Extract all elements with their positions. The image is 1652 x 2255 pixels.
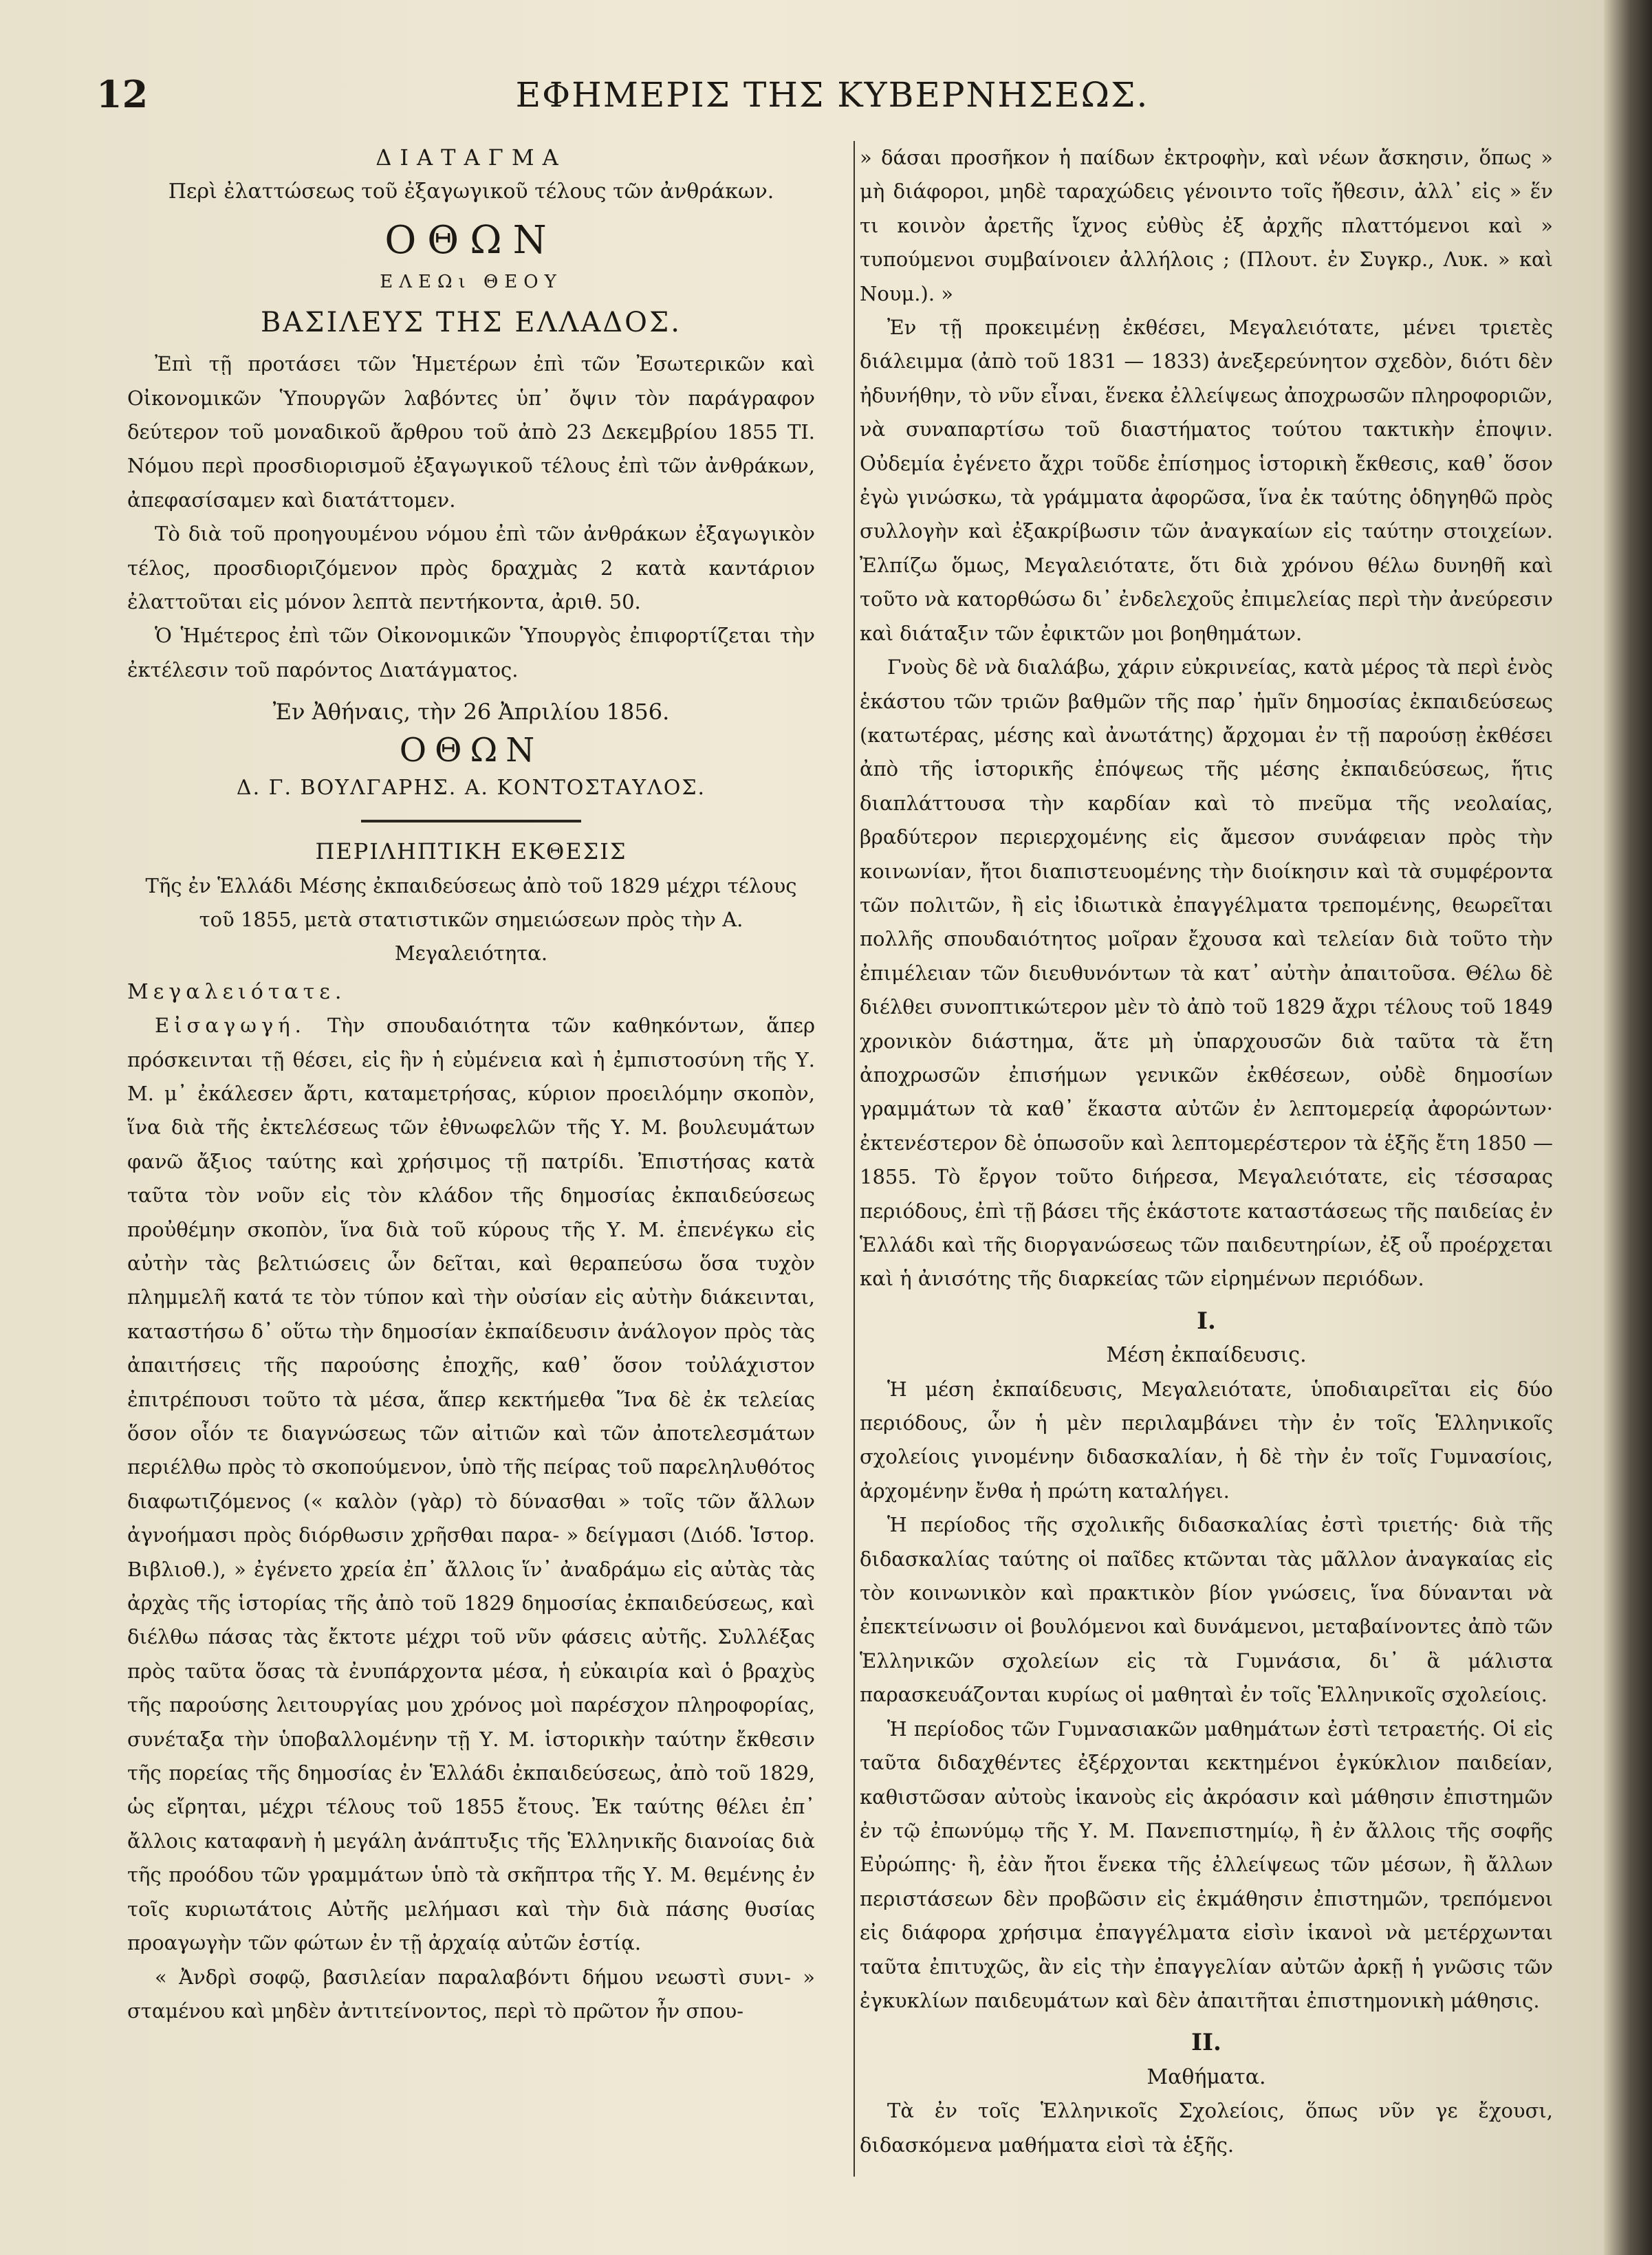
intro-label: Εἰσαγωγή. <box>155 1014 306 1038</box>
decree-paragraph: Ὁ Ἡμέτερος ἐπὶ τῶν Οἰκονομικῶν Ὑπουργὸς ἐπιφορτίζεται τὴν ἐκτέλεσιν τοῦ παρόντος Διατάγματος. <box>127 624 815 682</box>
gazette-title: ΕΦΗΜΕΡΙΣ ΤΗΣ ΚΥΒΕΡΝΗΣΕΩΣ. <box>515 75 1149 115</box>
page-number: 12 <box>96 72 149 116</box>
king-title: ΒΑΣΙΛΕΥΣ ΤΗΣ ΕΛΛΑΔΟΣ. <box>261 307 682 339</box>
column-rule <box>854 141 855 2177</box>
section-2-number: II. <box>1191 2029 1221 2057</box>
page-header <box>96 65 1568 127</box>
intro-text: Τὴν σπουδαιότητα τῶν καθηκόντων, ἅπερ πρόσκεινται τῇ θέσει, εἰς ἣν ἡ εὐμένεια καὶ ἡ ἐμπιστοσύνη τῆς Υ. Μ. μ᾽ ἐκάλεσεν ἄρτι, καταμετρήσας, κύριον προειλόμην σκοπὸν, ἵνα διὰ τῆς ἐκτελέσεως τῶν ἐθνωφελῶν τῆς Υ. Μ. βουλευμάτων φανῶ ἄξιος ταύτης καὶ χρήσιμος τῇ πατρίδι. Ἐπιστήσας κατὰ ταῦτα τὸν νοῦν εἰς τὸν κλάδον τῆς δημοσίας ἐκπαιδεύσεως προὐθέμην σκοπὸν, ἵνα διὰ τοῦ κύρους τῆς Υ. Μ. ἐπενέγκω εἰς αὐτὴν τὰς βελτιώσεις ὧν δεῖται, καὶ θεραπεύσω ὅσα τυχὸν πλημμελῆ κατά τε τὸν τύπον καὶ τὴν οὐσίαν εἰς αὐτὴν διάκεινται, καταστήσω δ᾽ οὕτω τὴν δημοσίαν ἐκπαίδευσιν ἀνάλογον πρὸς τὰς ἀπαιτήσεις τῆς παρούσης ἐποχῆς, καθ᾽ ὅσον τοὐλάχιστον ἐπιτρέπουσι τοῦτο τὰ μέσα, ἅπερ κεκτήμεθα Ἵνα δὲ ἐκ τελείας ὅσον οἷόν τε διαγνώσεως τῶν αἰτιῶν καὶ τῶν ἀποτελεσμάτων περιέλθω πρὸς τὸ σκοπούμενον, ὑπὸ τῆς πείρας τοῦ παρεληλυθότος διαφωτιζόμενος (« καλὸν (γὰρ) τὸ δύνασθαι » τοῖς τῶν ἄλλων ἀγνοήμασι πρὸς διόρθωσιν χρῆσθαι παρα- » δείγμασι (Διόδ. Ἱστορ. Βιβλιοθ.), » ἐγένετο χρεία ἐπ᾽ ἄλλοις ἵν᾽ ἀναδράμω εἰς αὐτὰς τὰς ἀρχὰς τῆς ἱστορίας τῆς ἀπὸ τοῦ 1829 δημοσίας ἐκπαιδεύσεως, καὶ διέλθω πάσας τὰς ἔκτοτε μέχρι τοῦ νῦν φάσεις αὐτῆς. Συλλέξας πρὸς ταῦτα ὅσας τὰ ἐνυπάρχοντα μέσα, ἡ εὐκαιρία καὶ ὁ βραχὺς τῆς παρούσης λειτουργίας μου χρόνος μοὶ παρέσχον πληροφορίας, συνέταξα τὴν ὑποβαλλομένην τῇ Υ. Μ. ἱστορικὴν ταύτην ἔκθεσιν τῆς πορείας τῆς δημοσίας ἐν Ἑλλάδι ἐκπαιδεύσεως, ἀπὸ τοῦ 1829, ὡς εἴρηται, μέχρι τέλους τοῦ 1855 ἔτους. Ἐκ ταύτης θέλει ἐπ᾽ ἄλλοις καταφανὴ ἡ μεγάλη ἀνάπτυξις τῆς Ἑλληνικῆς διανοίας διὰ τῆς προόδου τῶν γραμμάτων ὑπὸ τὰ σκῆπτρα τῆς Υ. Μ. θεμένης ἐν τοῖς κυριωτάτοις Αὐτῆς μελήμασι καὶ τὴν διὰ πάσης θυσίας προαγωγὴν τῶν φώτων ἐν τῇ ἀρχαίᾳ αὐτῶν ἑστίᾳ. <box>127 1014 815 1955</box>
section-divider <box>361 820 581 823</box>
section-1-paragraph: Ἡ περίοδος τῶν Γυμνασιακῶν μαθημάτων ἐστὶ τετραετής. Οἱ εἰς ταῦτα διδαχθέντες ἐξέρχονται κεκτημένοι ἐγκύκλιον παιδείαν, καθιστῶσαν αὐτοὺς ἱκανοὺς εἰς ἀκρόασιν καὶ μάθησιν ἐπιστημῶν ἐν τῷ ἐπωνύμῳ τῆς Υ. Μ. Πανεπιστημίῳ, ἢ ἐν ἄλλοις τῆς σοφῆς Εὐρώπης· ἢ, ἐὰν ἤτοι ἕνεκα τῆς ἐλλείψεως τῶν μέσων, ἢ ἄλλων περιστάσεων δὲν προβῶσιν εἰς ἐκμάθησιν ἐπιστημῶν, τρεπόμενοι εἰς διάφορα χρήσιμα ἐπαγγέλματα εἰσὶν ἱκανοὶ νὰ μετέρχωνται ταῦτα ἐπιτυχῶς, ἂν εἰς τὴν ἐπαγγελίαν αὐτῶν ἀρκῇ ἡ γνῶσις τῶν ἐγκυκλίων παιδευμάτων καὶ δὲν ἀπαιτῆται ἐπιστημονικὴ μάθησις. <box>860 1717 1553 2012</box>
king-name: ΟΘΩΝ <box>384 217 558 263</box>
decree-title: ΔΙΑΤΑΓΜΑ <box>376 144 567 171</box>
section-1-number: I. <box>1197 1307 1216 1335</box>
section-1-paragraph: Ἡ μέση ἐκπαίδευσις, Μεγαλειότατε, ὑποδιαιρεῖται εἰς δύο περιόδους, ὧν ἡ μὲν περιλαμβάνει τὴν ἐν τοῖς Ἑλληνικοῖς σχολείοις γινομένην διδασκαλίαν, ἡ δὲ τὴν ἐν τοῖς Γυμνασίοις, ἀρχομένην ἔνθα ἡ πρώτη καταλήγει. <box>860 1377 1553 1503</box>
section-1-title: Μέση ἐκπαίδευσις. <box>1106 1343 1307 1368</box>
section-2-title: Μαθήματα. <box>1146 2065 1266 2089</box>
decree-subtitle: Περὶ ἐλαττώσεως τοῦ ἐξαγωγικοῦ τέλους τῶν ἀνθράκων. <box>168 179 774 204</box>
quote-continuation: » δάσαι προσῆκον ἡ παίδων ἐκτροφὴν, καὶ νέων ἄσκησιν, ὅπως » μὴ διάφοροι, μηδὲ ταραχώδεις γένοιντο τοῖς ἤθεσιν, ἀλλ᾽ εἰς » ἕν τι κοινὸν ἀρετῆς ἴχνος εὐθὺς ἐξ ἀρχῆς πλαττόμενοι καὶ » τυπούμενοι συμβαίνοιεν ἀλλήλοις ; (Πλουτ. ἐν Συγκρ., Λυκ. » καὶ Νουμ.). » <box>860 146 1553 305</box>
decree-paragraph: Ἐπὶ τῇ προτάσει τῶν Ἡμετέρων ἐπὶ τῶν Ἐσωτερικῶν καὶ Οἰκονομικῶν Ὑπουργῶν λαβόντες ὑπ᾽ ὄψιν τὸν παράγραφον δεύτερον τοῦ μοναδικοῦ ἄρθρου τοῦ ἀπὸ 23 Δεκεμβρίου 1855 ΤΙ. Νόμου περὶ προσδιορισμοῦ ἐξαγωγικοῦ τέλους ἐπὶ τῶν ἀνθράκων, ἀπεφασίσαμεν καὶ διατάττομεν. <box>127 352 815 512</box>
minister-signatures: Δ. Γ. ΒΟΥΛΓΑΡΗΣ. Α. ΚΟΝΤΟΣΤΑΥΛΟΣ. <box>236 775 706 800</box>
decree-signature: ΟΘΩΝ <box>399 730 543 770</box>
quote-paragraph: « Ἀνδρὶ σοφῷ, βασιλείαν παραλαβόντι δήμου νεωστὶ συνι- » σταμένου καὶ μηδὲν ἀντιτείνοντος, περὶ τὸ πρῶτον ἦν σπου- <box>127 1965 815 2023</box>
report-title: ΠΕΡΙΛΗΠΤΙΚΗ ΕΚΘΕΣΙΣ <box>315 838 627 865</box>
body-paragraph: Ἐν τῇ προκειμένῃ ἐκθέσει, Μεγαλειότατε, μένει τριετὲς διάλειμμα (ἀπὸ τοῦ 1831 — 1833) ἀνεξερεύνητον σχεδὸν, διότι δὲν ἠδυνήθην, τὸ νῦν εἶναι, ἕνεκα ἐλλείψεως ἀποχρωσῶν πληροφοριῶν, νὰ συναπαρτίσω τοῦ διαστήματος τούτου τακτικὴν ἐποψιν. Οὐδεμία ἐγένετο ἄχρι τοῦδε ἐπίσημος ἱστορικὴ ἔκθεσις, καθ᾽ ὅσον ἐγὼ γινώσκω, τὰ γράμματα ἀφορῶσα, ἵνα ἐκ ταύτης ὁδηγηθῶ πρὸς συλλογὴν καὶ ἐξακρίβωσιν τῶν ἀναγκαίων εἰς ταύτην στοιχείων. Ἐλπίζω ὅμως, Μεγαλειότατε, ὅτι διὰ χρόνου θέλω δυνηθῆ καὶ τοῦτο νὰ κατορθώσω δι᾽ ἐνδελεχοῦς ἐπιμελείας περὶ τὴν ἀνεύρεσιν καὶ διάταξιν τῶν ἐφικτῶν μοι βοηθημάτων. <box>860 316 1554 645</box>
salutation: Μεγαλειότατε. <box>127 979 347 1004</box>
section-2-paragraph: Τὰ ἐν τοῖς Ἑλληνικοῖς Σχολείοις, ὅπως νῦν γε ἔχουσι, διδασκόμενα μαθήματα εἰσὶ τὰ ἑξῆς. <box>860 2099 1553 2157</box>
report-subtitle: Τῆς ἐν Ἑλλάδι Μέσης ἐκπαιδεύσεως ἀπὸ τοῦ 1829 μέχρι τέλους τοῦ 1855, μετὰ στατιστικῶν σημειώσεων πρὸς τὴν Α. Μεγαλειότητα. <box>145 873 797 966</box>
book-binding-edge <box>1604 0 1652 2255</box>
body-paragraph: Γνοὺς δὲ νὰ διαλάβω, χάριν εὐκρινείας, κατὰ μέρος τὰ περὶ ἑνὸς ἑκάστου τῶν τριῶν βαθμῶν τῆς παρ᾽ ἡμῖν δημοσίας ἐκπαιδεύσεως (κατωτέρας, μέσης καὶ ἀνωτάτης) ἄρχομαι ἐν τῇ παρούσῃ ἐκθέσει ἀπὸ τῆς ἱστορικῆς ἐπόψεως τῆς μέσης ἐκπαιδεύσεως, ἥτις διαπλάττουσα τὴν καρδίαν καὶ τὸ πνεῦμα τῆς νεολαίας, βραδύτερον περιερχομένης εἰς ἄμεσον συνάφειαν πρὸς τὴν κοινωνίαν, ἤτοι διαπιστευομένης τὴν διοίκησιν καὶ τὰ συμφέροντα τῶν πολιτῶν, ἢ εἰς ἰδιωτικὰ ἐπαγγέλματα τρεπομένης, θεωρεῖται πολλῆς σπουδαιότητος μοῖραν ἔχουσα καὶ τελείαν διὰ τοῦτο τὴν ἐπιμέλειαν τῶν διευθυνόντων τὰ κατ᾽ αὐτὴν ἀπαιτοῦσα. Θέλω δὲ διέλθει συνοπτικώτερον μὲν τὸ ἀπὸ τοῦ 1829 ἄχρι τέλους τοῦ 1849 χρονικὸν διάστημα, ἅτε μὴ ὑπαρχουσῶν διὰ ταῦτα τὰ ἔτη ἀποχρωσῶν ἐπισήμων γενικῶν ἐκθέσεων, οὐδὲ δημοσίων γραμμάτων τὰ καθ᾽ ἕκαστα αὐτῶν ἐν λεπτομερείᾳ ἀφορώντων· ἐκτενέστερον δὲ ὁπωσοῦν καὶ λεπτομερέστερον τὰ ἑξῆς ἔτη 1850 — 1855. Τὸ ἔργον τοῦτο διήρεσα, Μεγαλειότατε, εἰς τέσσαρας περιόδους, ἐπὶ τῇ βάσει τῆς ἑκάστοτε καταστάσεως τῆς παιδείας ἐν Ἑλλάδι καὶ τῆς διοργανώσεως τῶν παιδευτηρίων, ἐξ οὗ προέρχεται καὶ ἡ ἀνισότης τῆς διαρκείας τῶν εἰρημένων περιόδων. <box>860 655 1553 1291</box>
intro-paragraph <box>127 1009 815 1960</box>
by-grace-of-god: ΕΛΕΩι ΘΕΟΥ <box>380 271 563 292</box>
section-1-paragraph: Ἡ περίοδος τῆς σχολικῆς διδασκαλίας ἐστὶ τριετής· διὰ τῆς διδασκαλίας ταύτης οἱ παῖδες κτῶνται τὰς μᾶλλον ἀναγκαίας εἰς τὸν κοινωνικὸν καὶ πρακτικὸν βίον γνώσεις, ἵνα δύνανται νὰ ἐπεκτείνωσιν οἱ βουλόμενοι καὶ δυνάμενοι, μεταβαίνοντες ἀπὸ τῶν Ἑλληνικῶν σχολείων εἰς τὰ Γυμνάσια, δι᾽ ἃ μάλιστα παρασκευάζονται κυρίως οἱ μαθηταὶ ἐν τοῖς Ἑλληνικοῖς σχολείοις. <box>860 1513 1553 1707</box>
left-column <box>127 141 815 2028</box>
right-column <box>860 141 1553 2162</box>
decree-date: Ἐν Ἀθήναις, τὴν 26 Ἀπριλίου 1856. <box>272 699 670 726</box>
decree-paragraph: Τὸ διὰ τοῦ προηγουμένου νόμου ἐπὶ τῶν ἀνθράκων ἐξαγωγικὸν τέλος, προσδιοριζόμενον πρὸς δραχμὰς 2 κατὰ καντάριον ἐλαττοῦται εἰς μόνον λεπτὰ πεντήκοντα, ἀριθ. 50. <box>127 522 815 614</box>
